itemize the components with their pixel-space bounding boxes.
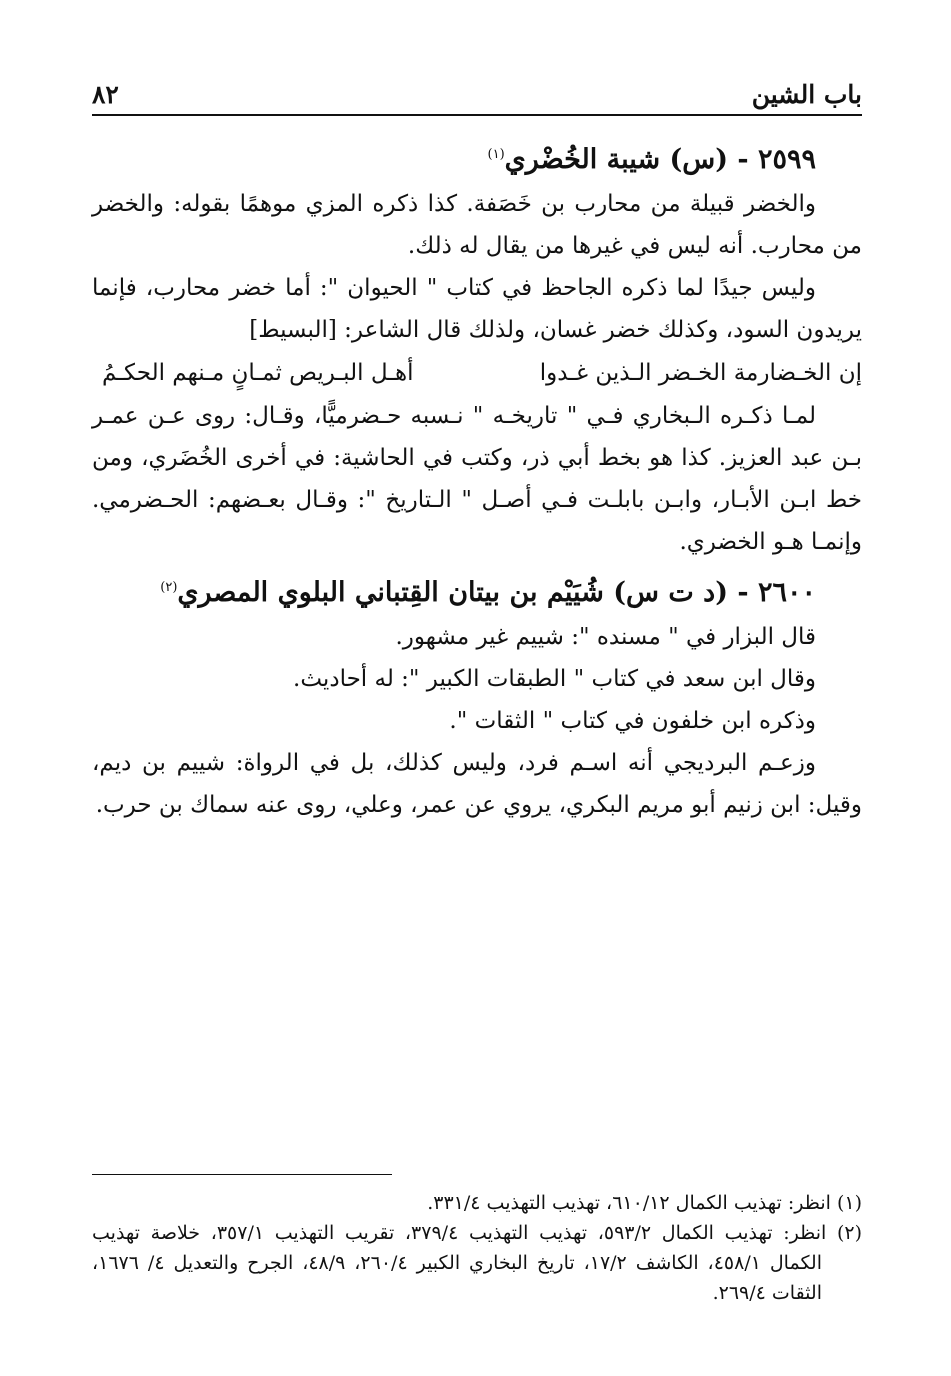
footnote-ref: (٢)	[160, 580, 178, 595]
paragraph: وقال ابن سعد في كتاب " الطبقات الكبير ": له أحاديث.	[293, 666, 816, 692]
chapter-title: باب الشين	[751, 80, 862, 109]
entry-heading	[92, 132, 862, 183]
paragraph: قال البزار في " مسنده ": شييم غير مشهور.	[395, 624, 816, 650]
page-number: ٨٢	[92, 80, 119, 109]
paragraph: والخضر قبيلة من محارب بن خَصَفة. كذا ذكره المزي موهمًا بقوله: والخضر من محارب. أنه ليس في غيرها من يقال له ذلك.	[92, 191, 862, 259]
page-header	[92, 74, 862, 116]
paragraph: وزعـم البرديجي أنه اسـم فرد، وليس كذلك، بل في الرواة: شييم بن ديم، وقيل: ابن زنيم أبو مريم البكري، يروي عن عمر، وعلي، روى عنه سماك بن حرب.	[92, 750, 862, 818]
footnote-divider	[92, 1174, 392, 1175]
paragraph: لمـا ذكـره الـبخاري فـي " تاريخـه " نـسبه حـضرميًّا، وقـال: روى عـن عمـر بـن عبد العزيز. كذا هو بخط أبي ذر، وكتب في الحاشية: في أخرى الخُضَري، ومن خط ابـن الأبـار، وابـن بابلـت فـي أصـل " الـتاريخ ": وقـال بعـضهم: الحـضرمي. وإنمـا هـو الخضري.	[92, 403, 862, 555]
paragraph: وذكره ابن خلفون في كتاب " الثقات ".	[449, 708, 816, 734]
footnote: (٢) انظر: تهذيب الكمال ٥٩٣/٢، تهذيب التهذيب ٣٧٩/٤، تقريب التهذيب ٣٥٧/١، خلاصة تهذيب الكمال ٤٥٨/١، الكاشف ١٧/٢، تاريخ البخاري الكبير ٢٦٠/٤، ٤٨/٩، الجرح والتعديل ٤/ ١٦٧٦، الثقات ٢٦٩/٤.	[92, 1222, 862, 1304]
footnote: (١) انظر: تهذيب الكمال ٦١٠/١٢، تهذيب التهذيب ٣٣١/٤.	[427, 1192, 862, 1214]
page-body	[92, 132, 862, 826]
paragraph: وليس جيدًا لما ذكره الجاحظ في كتاب " الحيوان ": أما خضر محارب، فإنما يريدون السود، وكذلك خضر غسان، ولذلك قال الشاعر: [البسيط]	[92, 275, 862, 343]
footnotes	[92, 1178, 862, 1308]
poem-verse	[92, 351, 862, 395]
poem-hemistich-1: إن الخـضارمة الخـضر الـذين غـدوا	[539, 360, 862, 386]
entry-heading	[92, 565, 862, 616]
document-page	[92, 0, 862, 1376]
entry-heading-text: ٢٦٠٠ - (د ت س) شُيَيْم بن بيتان القِتباني البلوي المصري	[177, 577, 816, 608]
entry-heading-text: ٢٥٩٩ - (س) شيبة الخُضْري	[504, 144, 816, 175]
poem-hemistich-2: أهـل البـريص ثمـانٍ مـنهم الحكـمُ	[102, 360, 414, 386]
footnote-ref: (١)	[487, 147, 505, 162]
